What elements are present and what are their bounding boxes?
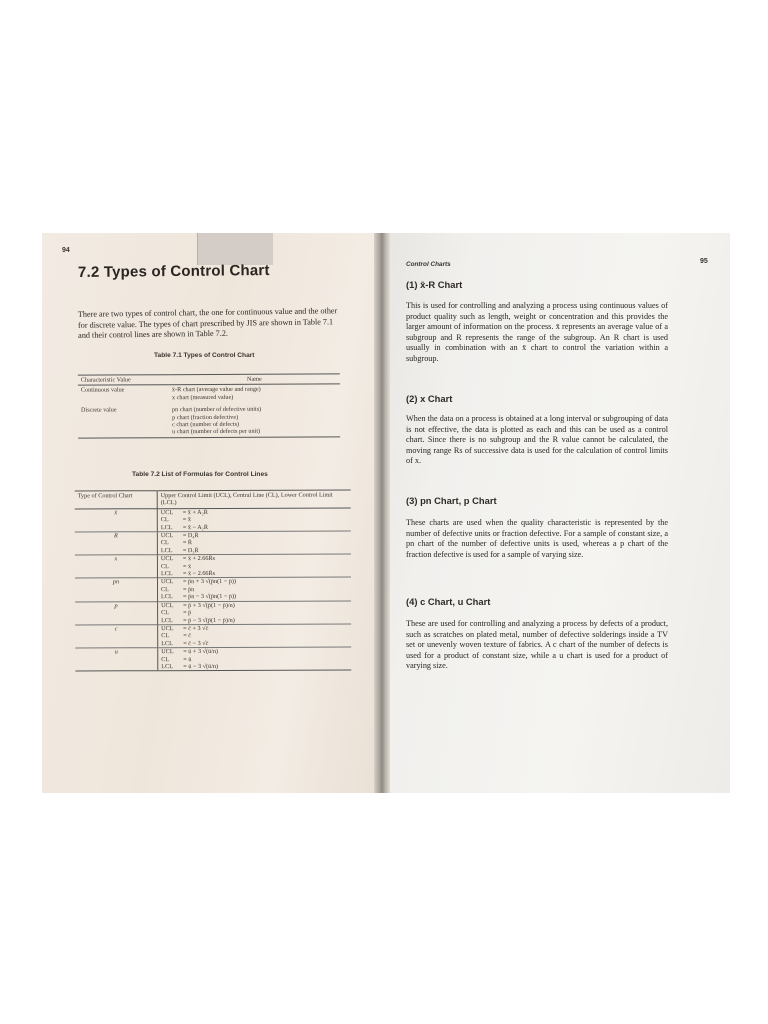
- table-row: [75, 624, 351, 648]
- table-row: [75, 554, 351, 578]
- table1-caption: Table 7.1 Types of Control Chart: [154, 352, 255, 359]
- formula-expression: = c̄ − 3 √c̄: [183, 639, 209, 647]
- table-row: [78, 402, 340, 438]
- formula-line: [161, 616, 348, 624]
- limit-label: CL: [161, 609, 170, 617]
- section-heading: (4) c Chart, u Chart: [406, 596, 491, 607]
- chart-names-cell: [169, 384, 340, 402]
- limit-label: UCL: [160, 532, 174, 540]
- page-tab-shadow: [197, 233, 273, 265]
- formula-line: [161, 523, 348, 531]
- table2-header-limits: Upper Control Limit (UCL), Central Line (CL), Lower Control Limit (LCL): [157, 490, 351, 508]
- formula-expression: = x̄̄ − A₂R̄: [182, 523, 208, 531]
- section-body: These are used for controlling and analyzing a process by defects of a product, such as scratches on plated metal, number of defective solderings inside a TV set or unevenly woven texture of fabrics. A c chart of the number of defects is used for a product of constant size, while a u chart is used for a product of varying size.: [406, 619, 668, 671]
- limit-label: CL: [160, 516, 169, 524]
- formula-cell: [157, 531, 351, 555]
- formula-expression: = D₄R̄: [182, 532, 199, 540]
- limit-label: LCL: [160, 523, 173, 531]
- chart-type-cell: x̄: [75, 509, 158, 533]
- limit-label: LCL: [161, 616, 173, 624]
- table-row: [75, 601, 351, 625]
- formula-expression: = x̄: [182, 562, 192, 570]
- table2-caption: Table 7.2 List of Formulas for Control Lines: [132, 471, 268, 478]
- limit-label: LCL: [160, 546, 173, 555]
- running-header: Control Charts: [406, 261, 451, 268]
- book-spread: [42, 233, 730, 793]
- chart-type-cell: c: [75, 625, 158, 649]
- formula-expression: = p̄n: [183, 585, 195, 593]
- chart-type-cell: u: [75, 648, 158, 672]
- section-body: When the data on a process is obtained at a long interval or subgrouping of data is not effective, the data is plotted as each and this can be used as a control chart. Since there is no subgroup and the R value cannot be calculated, the moving range Rs of successive data is used for the calculation of control limits of x.: [406, 414, 668, 466]
- chart-type-cell: R: [75, 532, 158, 556]
- formula-expression: = c̄ + 3 √c̄: [183, 624, 209, 633]
- limit-label: UCL: [161, 625, 174, 633]
- chart-type-cell: p: [75, 601, 158, 625]
- table2-header-type: Type of Control Chart: [75, 491, 158, 509]
- limit-label: UCL: [160, 555, 174, 563]
- limit-label: UCL: [161, 648, 174, 656]
- formula-line: [161, 639, 348, 647]
- formula-expression: = p̄ − 3 √(p̄(1 − p̄)/n): [183, 616, 235, 624]
- table-row: [75, 577, 351, 601]
- formula-expression: = p̄n − 3 √(p̄n(1 − p̄)): [183, 593, 237, 601]
- limit-label: CL: [161, 632, 170, 640]
- chart-name: x̄-R chart (average value and range): [171, 386, 261, 394]
- formula-line: [161, 662, 348, 670]
- table-control-line-formulas: [75, 490, 352, 672]
- right-page: [388, 233, 730, 793]
- chart-name: x chart (measured value): [171, 393, 234, 402]
- formula-cell: [158, 601, 352, 625]
- section-title: 7.2 Types of Control Chart: [77, 261, 270, 282]
- chart-type-cell: x: [75, 555, 158, 579]
- formula-expression: = R̄: [182, 539, 193, 547]
- chart-name: c chart (number of defects): [172, 420, 240, 429]
- characteristic-cell: Continuous value: [80, 386, 125, 395]
- section-heading: (1) x̄-R Chart: [406, 279, 463, 290]
- limit-label: CL: [161, 655, 170, 663]
- limit-label: CL: [161, 586, 169, 594]
- formula-cell: [157, 554, 351, 578]
- page-number: 95: [700, 258, 708, 265]
- table1-header-name: Name: [169, 374, 340, 385]
- table-row: [75, 647, 351, 671]
- characteristic-cell: Discrete value: [81, 406, 117, 414]
- formula-line: [161, 570, 348, 578]
- page-number: 94: [62, 247, 70, 254]
- formula-expression: = x̄̄: [182, 516, 191, 524]
- limit-label: UCL: [161, 601, 174, 609]
- limit-label: LCL: [160, 570, 173, 578]
- formula-expression: = x̄̄ + A₂R̄: [182, 508, 208, 516]
- limit-label: LCL: [161, 593, 173, 601]
- chart-names-cell: [169, 402, 340, 438]
- limit-label: UCL: [160, 578, 174, 586]
- chart-name: pn chart (number of defective units): [172, 405, 262, 414]
- section-body: This is used for controlling and analyzing a process using continuous values of product quality such as length, weight or concentration and this provides the larger amount of information on the process. x̄ represents an average value of a subgroup and R represents the range of the subgroup. An R chart is used usually in combination with an x̄ chart to control the variation within a subgroup.: [406, 301, 668, 363]
- formula-cell: [158, 624, 352, 648]
- section-heading: (2) x Chart: [406, 393, 453, 404]
- limit-label: CL: [160, 562, 169, 570]
- formula-expression: = x̄ − 2.66R̄s: [182, 570, 216, 578]
- limit-label: CL: [160, 539, 169, 547]
- formula-line: [161, 593, 348, 601]
- formula-expression: = ū: [183, 655, 192, 663]
- chart-type-cell: pn: [75, 578, 158, 602]
- formula-cell: [158, 647, 352, 671]
- table-types-of-control-chart: [78, 373, 340, 438]
- chart-name: p chart (fraction defective): [172, 413, 239, 421]
- formula-line: [161, 546, 348, 554]
- book-gutter: [374, 233, 390, 793]
- formula-expression: = p̄ + 3 √(p̄(1 − p̄)/n): [183, 601, 235, 609]
- left-page: [42, 233, 380, 793]
- section-body: These charts are used when the quality characteristic is represented by the number of defective units or fraction defective. For a sample of constant size, a pn chart of the number of defective units is used, whereas a p chart of the fraction defective is used for a sample of varying size.: [406, 518, 668, 559]
- formula-expression: = x̄ + 2.66R̄s: [182, 555, 216, 563]
- table-row: [75, 531, 351, 555]
- formula-expression: = p̄n + 3 √(p̄n(1 − p̄)): [182, 578, 237, 586]
- formula-expression: = ū + 3 √(ū/n): [183, 648, 219, 656]
- intro-paragraph: There are two types of control chart, the one for continuous value and the other for discrete value. The types of chart prescribed by JIS are shown in Table 7.1 and their control lines are shown in Table 7.2.: [77, 306, 338, 341]
- formula-expression: = p̄: [183, 609, 192, 617]
- table-row: [75, 508, 351, 532]
- limit-label: LCL: [161, 663, 173, 671]
- chart-name: u chart (number of defects per unit): [172, 428, 261, 436]
- section-heading: (3) pn Chart, p Chart: [406, 495, 497, 506]
- table1-header-characteristic: Characteristic Value: [78, 375, 169, 386]
- limit-label: UCL: [160, 508, 174, 516]
- table-row: [78, 384, 340, 403]
- formula-expression: = D₃R̄: [182, 546, 199, 554]
- formula-cell: [157, 577, 351, 601]
- formula-expression: = ū − 3 √(ū/n): [183, 662, 219, 671]
- formula-expression: = c̄: [183, 632, 192, 640]
- formula-cell: [157, 508, 351, 532]
- formula-rows: [75, 508, 352, 671]
- limit-label: LCL: [161, 639, 173, 647]
